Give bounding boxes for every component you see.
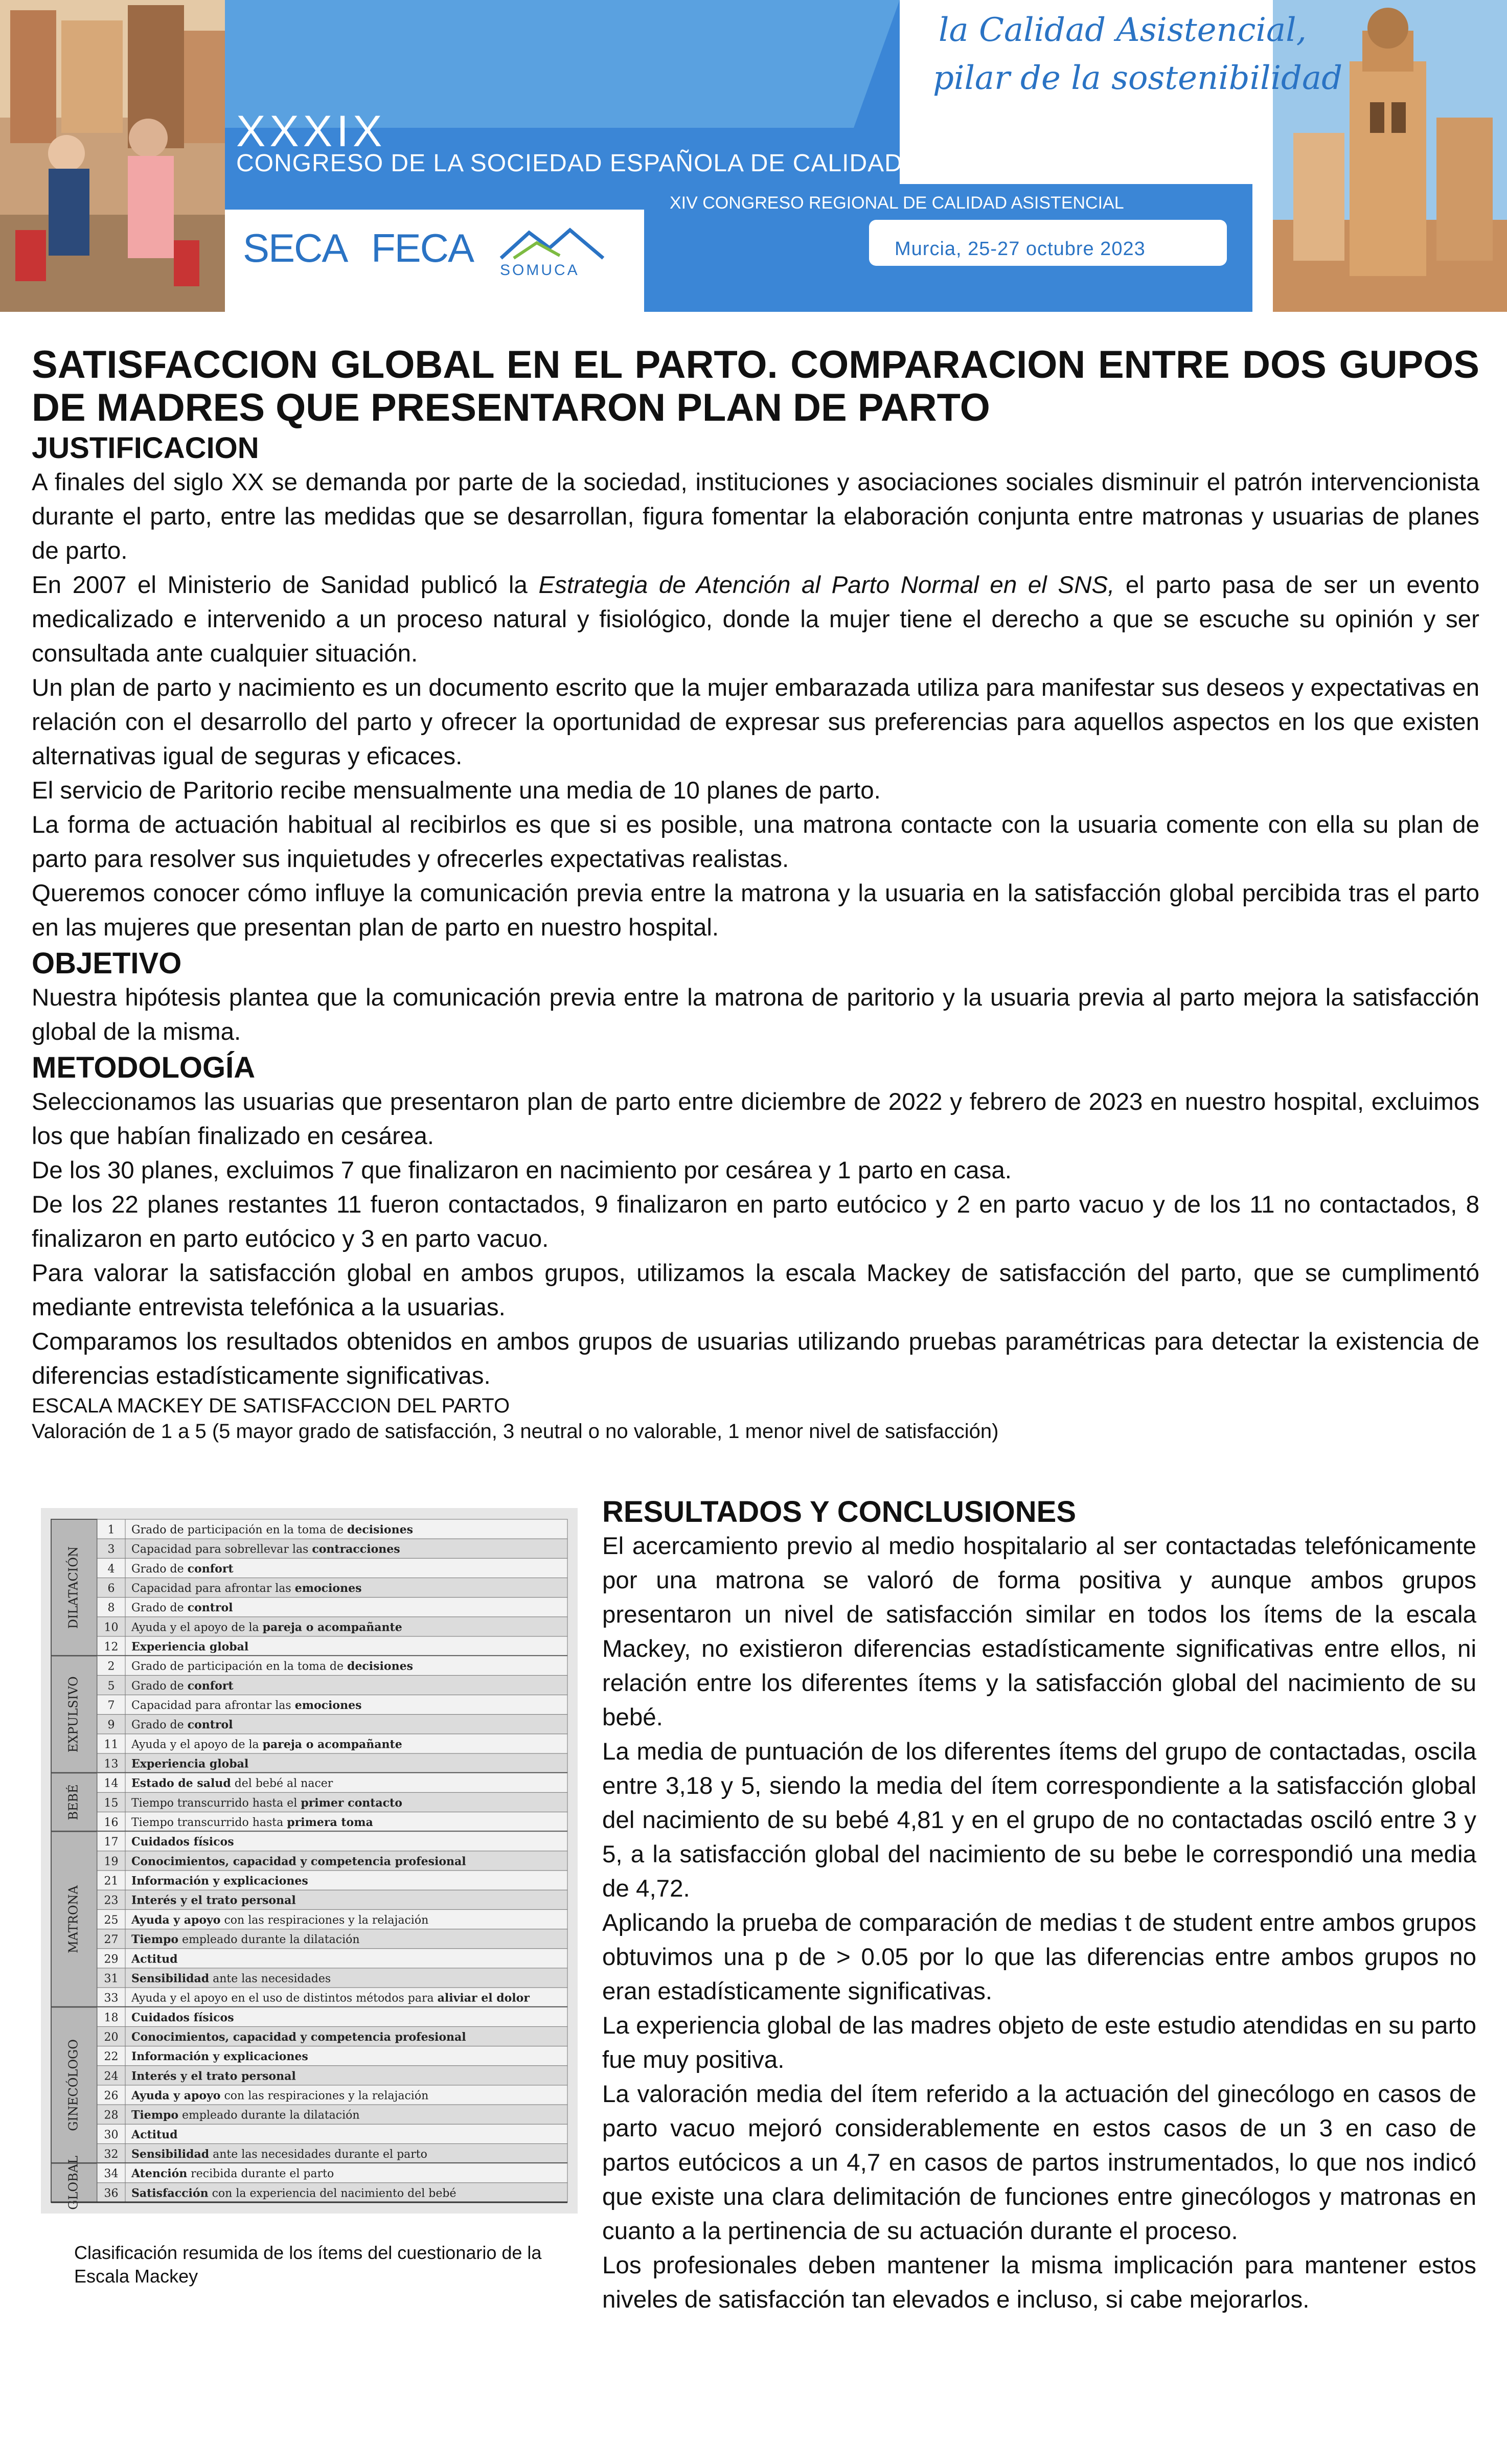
main-column bbox=[32, 344, 1479, 1444]
item-text: Tiempo empleado durante la dilatación bbox=[131, 2108, 360, 2122]
item-number: 7 bbox=[107, 1699, 115, 1713]
item-text: Ayuda y el apoyo de la pareja o acompañante bbox=[131, 1621, 402, 1634]
item-number: 23 bbox=[104, 1894, 119, 1907]
text-run: el parto pasa de ser un evento medicalizado e intervenido a un proceso natural y fisiológico, donde la mujer tiene el derecho a que se escuche su opinión y ser consultada ante cualquier situación. bbox=[32, 572, 1479, 667]
paragraph: De los 22 planes restantes 11 fueron contactados, 9 finalizaron en parto eutócico y 2 en parto vacuo y de los 11 no contactados, 8 finalizaron en parto eutócico y 3 en parto vacuo. bbox=[32, 1191, 1479, 1252]
item-number: 26 bbox=[104, 2089, 119, 2103]
congress-number: XXXIX bbox=[236, 107, 386, 156]
item-text: Grado de participación en la toma de decisiones bbox=[131, 1523, 413, 1537]
results-column bbox=[602, 1495, 1476, 2317]
item-text: Estado de salud del bebé al nacer bbox=[131, 1776, 333, 1790]
item-text: Experiencia global bbox=[131, 1757, 249, 1771]
item-text: Información y explicaciones bbox=[131, 1874, 308, 1888]
item-number: 11 bbox=[104, 1738, 119, 1751]
item-number: 25 bbox=[104, 1913, 119, 1927]
text-run: En 2007 el Ministerio de Sanidad publicó la bbox=[32, 572, 539, 599]
item-number: 9 bbox=[107, 1719, 115, 1732]
table-caption: Clasificación resumida de los ítems del cuestionario de la Escala Mackey bbox=[74, 2242, 542, 2287]
mackey-table-svg bbox=[41, 1508, 578, 2214]
item-number: 3 bbox=[107, 1543, 115, 1556]
item-number: 32 bbox=[104, 2148, 119, 2161]
item-text: Cuidados físicos bbox=[131, 2011, 234, 2024]
item-text: Actitud bbox=[131, 2128, 178, 2141]
item-text: Tiempo transcurrido hasta el primer contacto bbox=[131, 1796, 402, 1810]
item-text: Experiencia global bbox=[131, 1640, 249, 1654]
item-number: 13 bbox=[104, 1758, 119, 1771]
item-text: Grado de confort bbox=[131, 1679, 234, 1693]
item-number: 5 bbox=[107, 1679, 115, 1693]
item-number: 2 bbox=[107, 1660, 115, 1673]
item-number: 27 bbox=[104, 1933, 119, 1947]
item-text: Ayuda y apoyo con las respiraciones y la relajación bbox=[131, 1913, 429, 1927]
item-text: Ayuda y el apoyo en el uso de distintos métodos para aliviar el dolor bbox=[131, 1991, 530, 2005]
item-number: 33 bbox=[104, 1992, 119, 2005]
item-text: Grado de control bbox=[131, 1718, 233, 1732]
item-number: 29 bbox=[104, 1953, 119, 1966]
scale-heading: ESCALA MACKEY DE SATISFACCION DEL PARTO bbox=[32, 1395, 510, 1417]
item-number: 19 bbox=[104, 1855, 119, 1868]
paragraph: La media de puntuación de los diferentes ítems del grupo de contactadas, oscila entre 3,18 y 5, siendo la media del ítem correspondiente a la satisfacción global del nacimiento de su bebé 4,81 y en el grupo de no contactadas osciló entre 3 y 5, a la satisfacción global del nacimiento de su bebe le correspondió una media de 4,72. bbox=[602, 1738, 1476, 1902]
section-label: BEBÉ bbox=[66, 1784, 81, 1820]
section-label: EXPULSIVO bbox=[66, 1676, 81, 1753]
paragraph: El acercamiento previo al medio hospitalario al ser contactadas telefónicamente por una matrona se valoró de forma positiva y aunque ambos grupos presentaron un nivel de satisfacción similar en todos los ítems de la escala Mackey, no existieron diferencias estadísticamente significativas entre ellos, ni relación entre los diferentes ítems y la satisfacción global del nacimiento de su bebé. bbox=[602, 1533, 1476, 1731]
item-text: Sensibilidad ante las necesidades bbox=[131, 1972, 331, 1986]
paragraph: La forma de actuación habitual al recibirlos es que si es posible, una matrona contacte con la usuaria comente con ella su plan de parto para resolver sus inquietudes y ofrecerles expectativas realistas. bbox=[32, 811, 1479, 873]
publication-title: Estrategia de Atención al Parto Normal en el SNS, bbox=[538, 572, 1115, 599]
seca-logo: SECA bbox=[243, 225, 348, 270]
section-label: GINECÓLOGO bbox=[66, 2039, 81, 2131]
item-text: Atención recibida durante el parto bbox=[131, 2167, 334, 2181]
item-number: 21 bbox=[104, 1875, 119, 1888]
paragraph: Los profesionales deben mantener la misma implicación para mantener estos niveles de satisfacción tan elevados e incluso, si cabe mejorarlos. bbox=[602, 2252, 1476, 2313]
item-text: Interés y el trato personal bbox=[131, 2069, 296, 2083]
item-number: 16 bbox=[104, 1816, 119, 1830]
item-text: Tiempo transcurrido hasta primera toma bbox=[131, 1816, 373, 1830]
paragraph: Nuestra hipótesis plantea que la comunicación previa entre la matrona de paritorio y la usuaria previa al parto mejora la satisfacción global de la misma. bbox=[32, 984, 1479, 1045]
paragraph: Seleccionamos las usuarias que presentaron plan de parto entre diciembre de 2022 y febrero de 2023 en nuestro hospital, excluimos los que habían finalizado en cesárea. bbox=[32, 1088, 1479, 1150]
item-text: Actitud bbox=[131, 1952, 178, 1966]
section-heading-metodologia: METODOLOGÍA bbox=[32, 1051, 256, 1084]
item-number: 31 bbox=[104, 1972, 119, 1986]
item-text: Capacidad para afrontar las emociones bbox=[131, 1581, 362, 1595]
item-number: 1 bbox=[107, 1523, 115, 1537]
item-text: Tiempo empleado durante la dilatación bbox=[131, 1933, 360, 1947]
item-number: 4 bbox=[107, 1562, 115, 1576]
item-number: 14 bbox=[104, 1777, 119, 1790]
paragraph: Un plan de parto y nacimiento es un documento escrito que la mujer embarazada utiliza para manifestar sus deseos y expectativas en relación con el desarrollo del parto y ofrecer la oportunidad de expresar sus preferencias para aquellos aspectos en los que existen alternativas igual de seguras y eficaces. bbox=[32, 674, 1479, 770]
regional-congress-title: XIV CONGRESO REGIONAL DE CALIDAD ASISTENCIAL bbox=[670, 193, 1124, 213]
paragraph: Queremos conocer cómo influye la comunicación previa entre la matrona y la usuaria en la satisfacción global percibida tras el parto en las mujeres que presentan plan de parto en nuestro hospital. bbox=[32, 880, 1479, 941]
cathedral-illustration bbox=[1273, 0, 1507, 312]
tagline-line-2: pilar de la sostenibilidad bbox=[933, 59, 1343, 97]
item-text: Capacidad para sobrellevar las contracciones bbox=[131, 1542, 400, 1556]
item-number: 17 bbox=[104, 1836, 119, 1849]
item-text: Satisfacción con la experiencia del nacimiento del bebé bbox=[131, 2186, 456, 2200]
section-heading-objetivo: OBJETIVO bbox=[32, 947, 182, 980]
tagline-line-1: la Calidad Asistencial, bbox=[939, 11, 1307, 49]
item-number: 8 bbox=[107, 1602, 115, 1615]
item-number: 10 bbox=[104, 1621, 119, 1634]
paragraph: Para valorar la satisfacción global en ambos grupos, utilizamos la escala Mackey de satisfacción del parto, que se cumplimentó mediante entrevista telefónica a la usuarias. bbox=[32, 1260, 1479, 1321]
paragraph bbox=[32, 568, 1479, 671]
congress-title: CONGRESO DE LA SOCIEDAD ESPAÑOLA DE CALIDAD ASISTENCIAL bbox=[236, 150, 1074, 177]
item-number: 24 bbox=[104, 2070, 119, 2083]
item-text: Interés y el trato personal bbox=[131, 1893, 296, 1907]
item-text: Conocimientos, capacidad y competencia profesional bbox=[131, 2030, 466, 2044]
item-number: 18 bbox=[104, 2011, 119, 2024]
scale-subtitle: Valoración de 1 a 5 (5 mayor grado de satisfacción, 3 neutral o no valorable, 1 menor nivel de satisfacción) bbox=[32, 1420, 999, 1443]
item-text: Grado de confort bbox=[131, 1562, 234, 1576]
section-heading-resultados: RESULTADOS Y CONCLUSIONES bbox=[602, 1495, 1077, 1528]
section-label: MATRONA bbox=[66, 1885, 81, 1953]
section-label: DILATACIÓN bbox=[66, 1546, 81, 1629]
item-number: 20 bbox=[104, 2030, 119, 2044]
page-title: SATISFACCION GLOBAL EN EL PARTO. COMPARACION ENTRE DOS GUPOS DE MADRES QUE PRESENTARON PLAN DE PARTO bbox=[32, 343, 1479, 429]
mackey-scale-table bbox=[41, 1508, 578, 2214]
feca-logo: FECA bbox=[371, 225, 474, 270]
section-label: GLOBAL bbox=[66, 2155, 81, 2210]
section-heading-justificacion: JUSTIFICACION bbox=[32, 431, 259, 465]
paragraph: La experiencia global de las madres objeto de este estudio atendidas en su parto fue muy positiva. bbox=[602, 2012, 1476, 2073]
venue-date: Murcia, 25-27 octubre 2023 bbox=[895, 238, 1146, 260]
somuca-logo-mark bbox=[498, 225, 606, 261]
item-text: Grado de participación en la toma de decisiones bbox=[131, 1659, 413, 1673]
item-text: Información y explicaciones bbox=[131, 2050, 308, 2064]
paragraph: A finales del siglo XX se demanda por parte de la sociedad, instituciones y asociaciones sociales disminuir el patrón intervencionista durante el parto, entre las medidas que se desarrollan, figura fomentar la elaboración conjunta entre matronas y usuarias de planes de parto. bbox=[32, 469, 1479, 564]
somuca-logo: SOMUCA bbox=[500, 262, 580, 279]
item-text: Ayuda y el apoyo de la pareja o acompañante bbox=[131, 1738, 402, 1751]
item-number: 22 bbox=[104, 2050, 119, 2064]
item-number: 36 bbox=[104, 2187, 119, 2200]
item-text: Conocimientos, capacidad y competencia profesional bbox=[131, 1855, 466, 1868]
item-text: Sensibilidad ante las necesidades durante el parto bbox=[131, 2147, 427, 2161]
item-number: 6 bbox=[107, 1582, 115, 1595]
paragraph: La valoración media del ítem referido a la actuación del ginecólogo en casos de parto vacuo mejoró considerablemente en estos casos de un 3 en caso de partos eutócicos a un 4,7 en casos de partos instrumentados, lo que nos indicó que existe una clara delimitación de funciones entre ginecólogos y matronas en cuanto a la pertinencia de su actuación durante el proceso. bbox=[602, 2081, 1476, 2245]
item-number: 30 bbox=[104, 2128, 119, 2141]
item-text: Capacidad para afrontar las emociones bbox=[131, 1699, 362, 1713]
item-number: 28 bbox=[104, 2109, 119, 2122]
item-number: 12 bbox=[104, 1640, 119, 1654]
paragraph: El servicio de Paritorio recibe mensualmente una media de 10 planes de parto. bbox=[32, 777, 881, 804]
header-banner bbox=[0, 0, 1507, 312]
item-number: 34 bbox=[104, 2168, 119, 2181]
paragraph: Comparamos los resultados obtenidos en ambos grupos de usuarias utilizando pruebas paramétricas para detectar la existencia de diferencias estadísticamente significativas. bbox=[32, 1328, 1479, 1389]
paragraph: De los 30 planes, excluimos 7 que finalizaron en nacimiento por cesárea y 1 parto en casa. bbox=[32, 1157, 1012, 1184]
item-text: Cuidados físicos bbox=[131, 1835, 234, 1849]
item-text: Ayuda y apoyo con las respiraciones y la relajación bbox=[131, 2089, 429, 2103]
paragraph: Aplicando la prueba de comparación de medias t de student entre ambos grupos obtuvimos una p de > 0.05 por lo que las diferencias entre ambos grupos no eran estadísticamente significativas. bbox=[602, 1909, 1476, 2005]
item-text: Grado de control bbox=[131, 1601, 233, 1615]
item-number: 15 bbox=[104, 1796, 119, 1810]
travellers-illustration bbox=[0, 0, 225, 312]
